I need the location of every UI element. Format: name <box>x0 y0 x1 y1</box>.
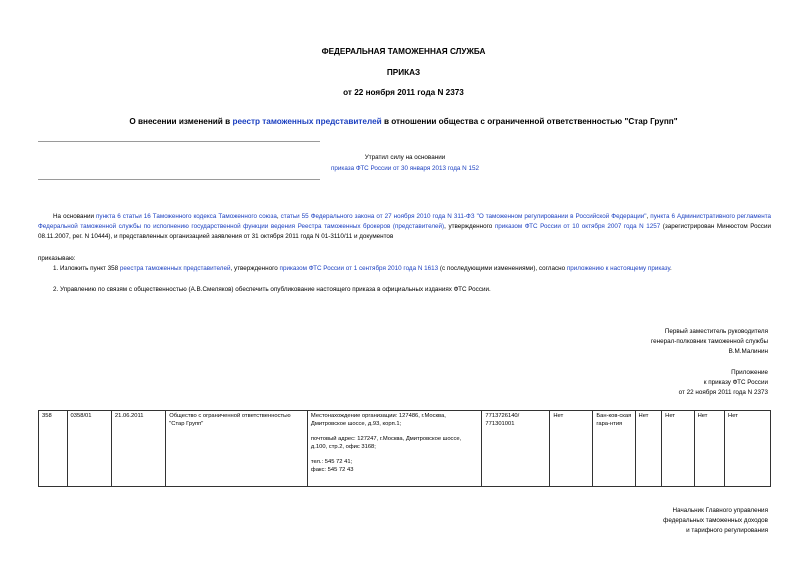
registry-table <box>38 410 771 487</box>
subject-line <box>0 117 807 126</box>
registry-link-2[interactable]: реестра таможенных представителей <box>119 265 231 272</box>
cell-name: Общество с ограниченной ответственностью "Стар Групп" <box>166 411 308 487</box>
agency-title: ФЕДЕРАЛЬНАЯ ТАМОЖЕННАЯ СЛУЖБА <box>321 47 486 56</box>
status-text: Утратил силу на основании <box>364 154 446 161</box>
footer-line-3: и тарифного регулирования <box>686 527 768 534</box>
item1-t2: (с последующими изменениями), согласно <box>438 265 567 272</box>
order-word: приказываю: <box>38 255 76 262</box>
item1-t1: , утвержденного <box>230 265 280 272</box>
repeal-order-link[interactable]: приказа ФТС России от 30 января 2013 года N 152 <box>331 165 479 172</box>
preamble-t2: , <box>646 213 651 220</box>
preamble-t4: (зарегистрирован Минюстом России 08.11.2007, рег. N 10444), и представленных организацией заявления от 31 октября 2011 года N 01-3110/11 и документов <box>38 223 771 240</box>
cell-col-12: Нет <box>725 411 771 487</box>
registry-link[interactable]: реестр таможенных представителей <box>232 117 382 126</box>
federal-law-link[interactable]: статьи 55 Федерального закона от 27 ноября 2010 года N 311-ФЗ "О таможенном регулировании в Российской Федерации" <box>280 213 647 220</box>
item-1 <box>53 264 771 273</box>
address-postal: почтовый адрес: 127247, г.Москва, Дмитровское шоссе, д.100, стр.2, офис 3168; <box>310 435 462 451</box>
cell-col-9: Нет <box>635 411 662 487</box>
address-fax: факс: 545 72 43 <box>310 467 354 474</box>
status-divider-bottom <box>38 179 320 180</box>
preamble-t1: , <box>276 213 281 220</box>
regulation-link[interactable]: пункта 6 Административного регламента Федеральной таможенной службы по исполнению государственной функции ведения Реестра таможенных брокеров (представителей) <box>38 213 772 230</box>
subject-pre: О внесении изменений в <box>129 117 233 126</box>
cell-col-10: Нет <box>662 411 694 487</box>
address-phone: тел.: 545 72 41; <box>310 458 353 465</box>
preamble-t0: На основании <box>53 213 97 220</box>
signature-name: В.М.Малинин <box>728 348 768 355</box>
cell-col-11: Нет <box>694 411 724 487</box>
appendix-line-1: Приложение <box>731 369 768 376</box>
cell-num: 358 <box>39 411 68 487</box>
preamble <box>38 212 771 242</box>
footer-line-1: Начальник Главного управления <box>672 507 768 514</box>
signature-line-2: генерал-полковник таможенной службы <box>650 338 768 345</box>
appendix-line-3: от 22 ноября 2011 года N 2373 <box>678 389 768 396</box>
address-location: Местонахождение организации: 127486, г.Москва, Дмитровское шоссе, д.93, корп.1; <box>310 413 446 428</box>
subject-post: в отношении общества с ограниченной ответственностью "Стар Групп" <box>381 117 678 126</box>
footer-line-2: федеральных таможенных доходов <box>663 517 768 524</box>
doc-date-number: от 22 ноября 2011 года N 2373 <box>343 88 464 97</box>
cell-reg-no: 0358/01 <box>67 411 111 487</box>
item1-t0: 1. Изложить пункт 358 <box>53 265 120 272</box>
order-1613-link[interactable]: приказом ФТС России от 1 сентября 2010 года N 1613 <box>279 265 439 272</box>
preamble-t3: , утвержденного <box>444 223 495 230</box>
customs-code-link[interactable]: пункта 6 статьи 16 Таможенного кодекса Таможенного союза <box>96 213 277 220</box>
appendix-link[interactable]: приложению к настоящему приказу <box>566 265 671 272</box>
status-divider-top <box>38 141 320 142</box>
cell-address <box>307 411 482 487</box>
status-link-wrap <box>270 164 540 173</box>
doc-type: ПРИКАЗ <box>386 68 421 77</box>
item1-t3: . <box>670 265 672 272</box>
cell-col-7: Нет <box>550 411 593 487</box>
signature-line-1: Первый заместитель руководителя <box>664 328 768 335</box>
item-2: 2. Управлению по связям с общественностью (А.В.Смеляков) обеспечить опубликование настоящего приказа в официальных изданиях ФТС России. <box>53 286 491 293</box>
cell-guarantee: Бан-ков-ская гара-нтия <box>593 411 635 487</box>
appendix-line-2: к приказу ФТС России <box>703 379 768 386</box>
cell-inn-kpp: 7713726140/ 771301001 <box>482 411 550 487</box>
order-1257-link[interactable]: приказом ФТС России от 10 октября 2007 года N 1257 <box>494 223 661 230</box>
table-row <box>39 411 771 487</box>
cell-date: 21.06.2011 <box>111 411 165 487</box>
